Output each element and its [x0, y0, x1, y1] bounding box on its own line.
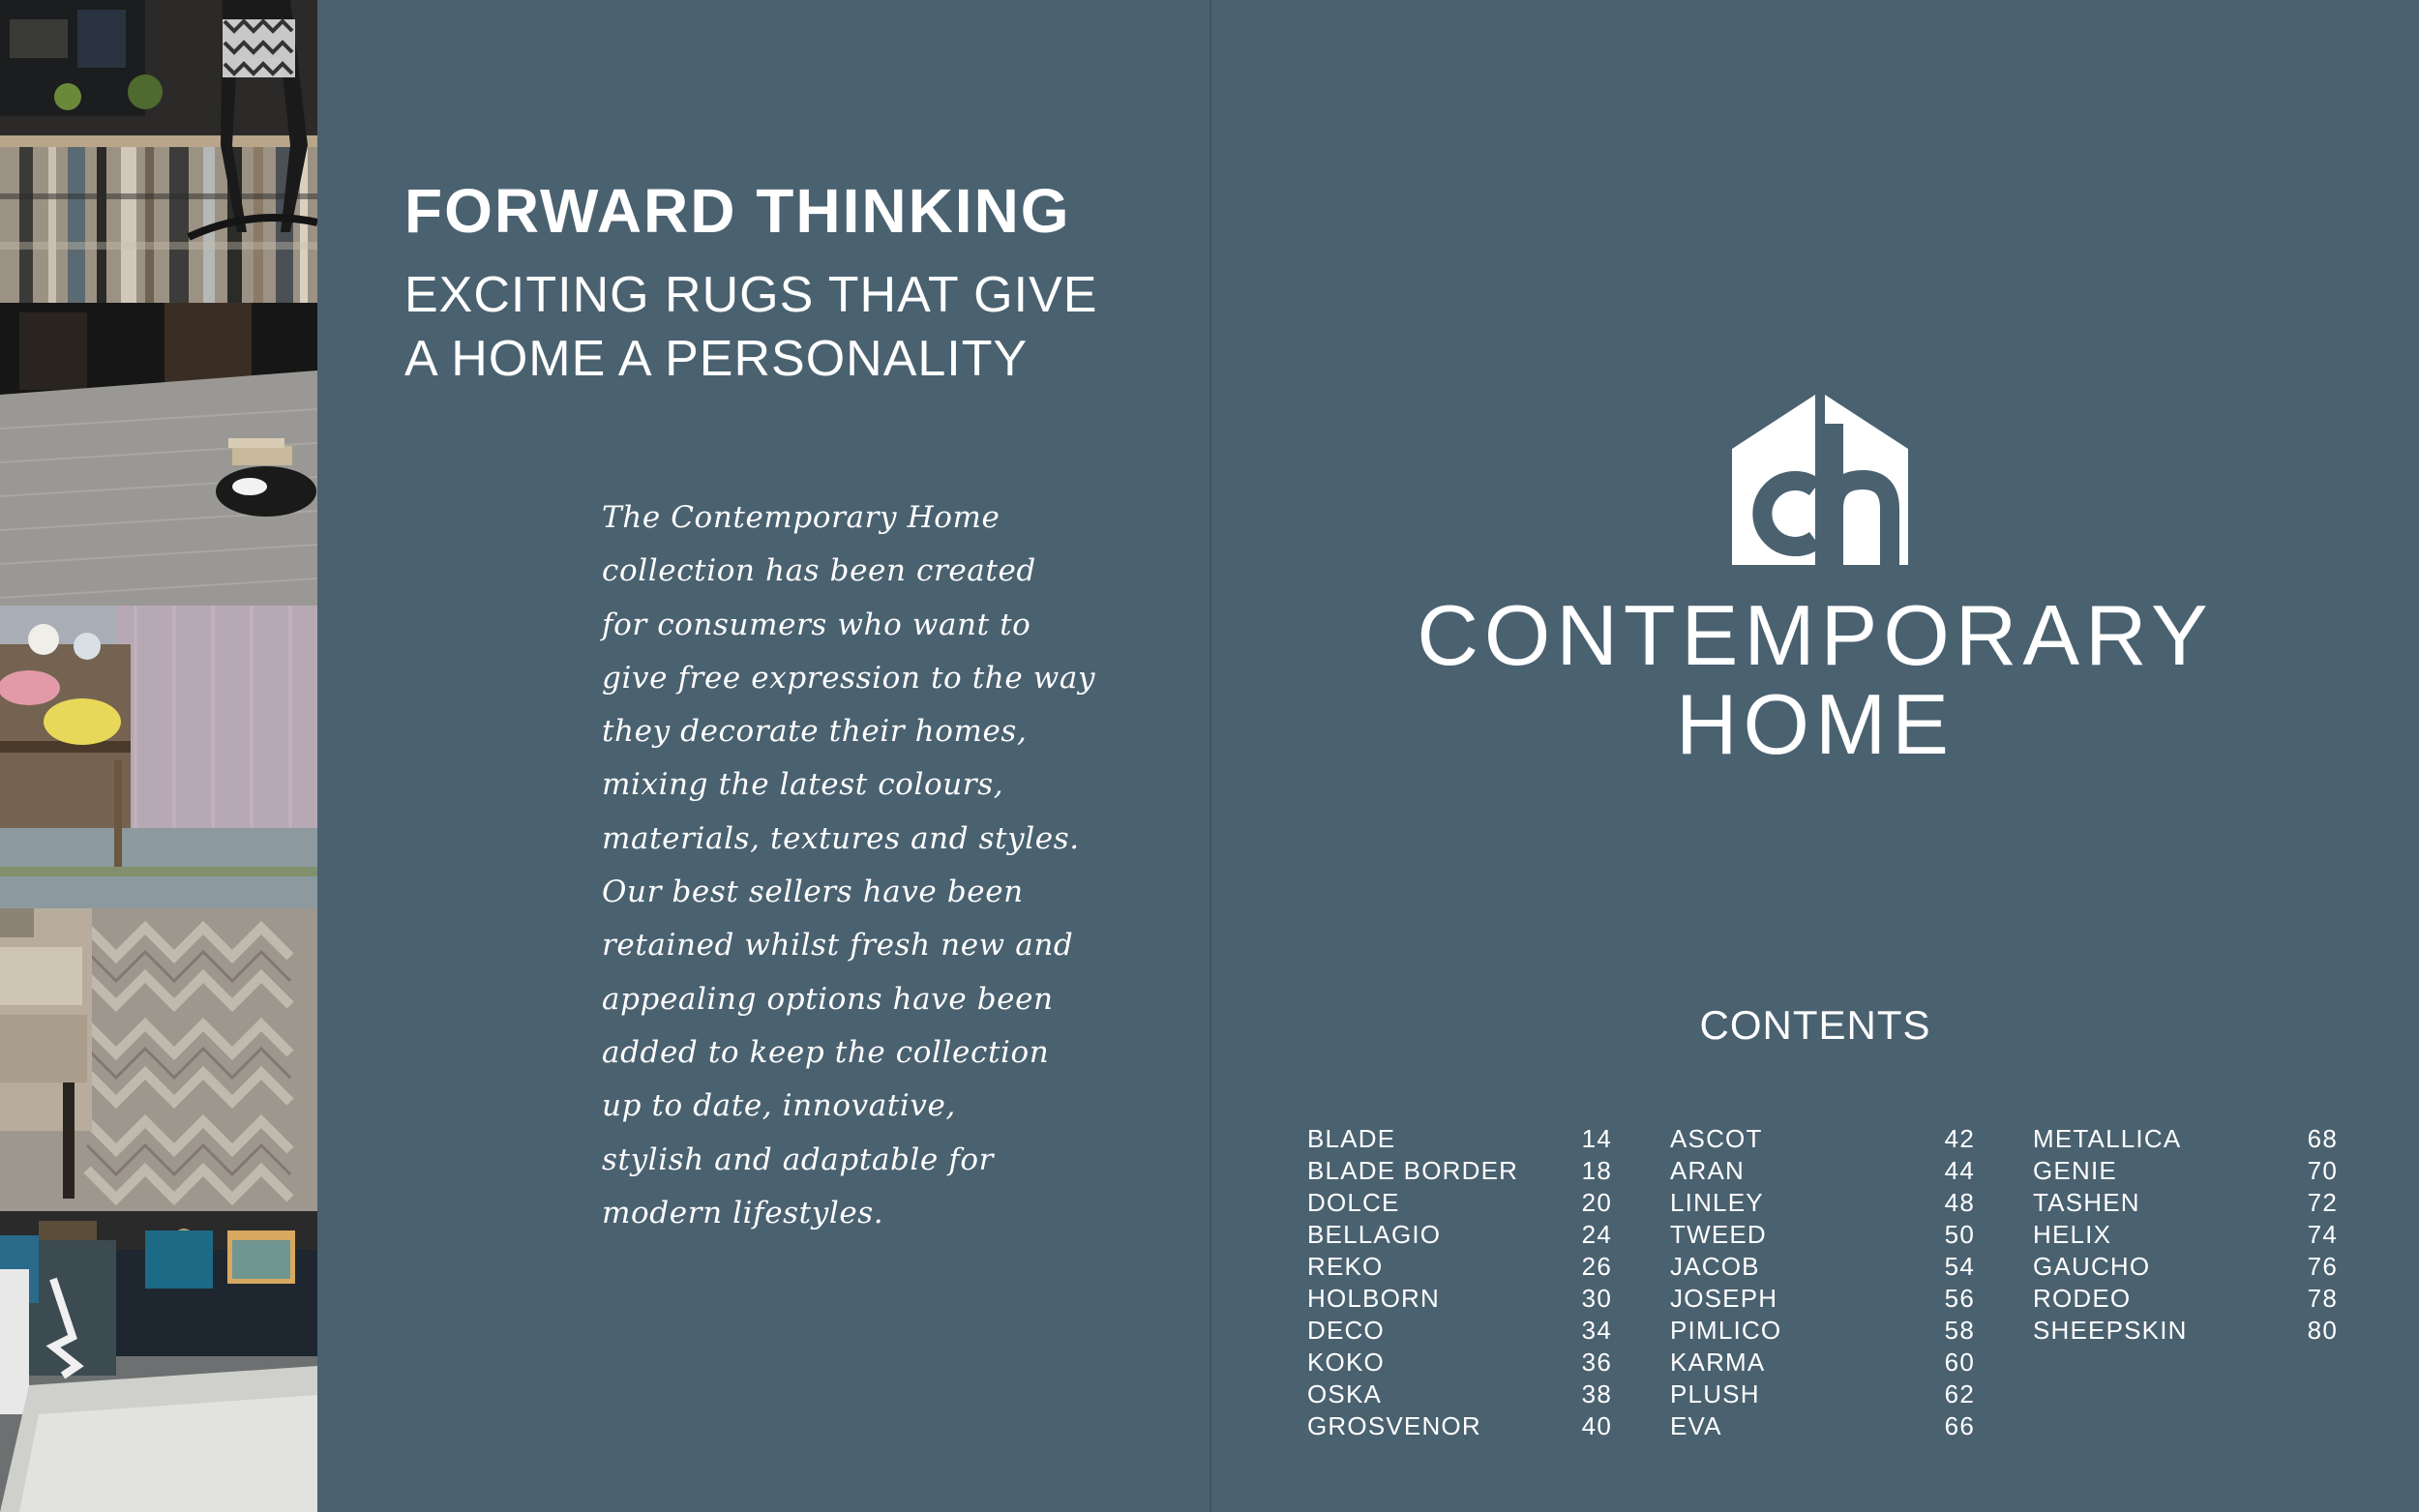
toc-entry[interactable]	[2033, 1315, 2338, 1347]
toc-entry-page: 30	[1581, 1284, 1612, 1313]
toc-entry[interactable]	[2033, 1251, 2338, 1283]
subhead-line: A HOME A PERSONALITY	[404, 331, 1029, 387]
toc-entry-name: JACOB	[1670, 1252, 1760, 1281]
toc-entry-page: 34	[1581, 1316, 1612, 1345]
toc-entry-name: PIMLICO	[1670, 1316, 1782, 1345]
toc-entry-name: HOLBORN	[1307, 1284, 1440, 1313]
toc-entry-page: 70	[2307, 1156, 2338, 1185]
left-page	[317, 0, 1210, 1512]
toc-entry[interactable]	[1670, 1283, 1975, 1315]
toc-entry-name: KARMA	[1670, 1348, 1766, 1377]
toc-entry[interactable]	[1670, 1219, 1975, 1251]
striped-rug-photo	[0, 0, 317, 303]
toc-entry-name: LINLEY	[1670, 1188, 1764, 1217]
toc-entry-name: GROSVENOR	[1307, 1411, 1481, 1440]
toc-entry[interactable]	[2033, 1283, 2338, 1315]
rug-photo-strip	[0, 0, 317, 1512]
toc-column	[2033, 1123, 2338, 1347]
toc-entry-name: BLADE BORDER	[1307, 1156, 1519, 1185]
toc-entry-name: KOKO	[1307, 1348, 1385, 1377]
toc-entry[interactable]	[1670, 1315, 1975, 1347]
toc-entry-page: 68	[2307, 1124, 2338, 1153]
toc-entry-page: 14	[1581, 1124, 1612, 1153]
toc-entry-page: 62	[1944, 1379, 1975, 1408]
toc-entry-page: 36	[1581, 1348, 1612, 1377]
toc-entry[interactable]	[1307, 1315, 1612, 1347]
herringbone-rug-photo	[0, 908, 317, 1211]
toc-entry-name: BLADE	[1307, 1124, 1396, 1153]
brand-name-line: CONTEMPORARY	[1417, 587, 2214, 683]
toc-entry-page: 60	[1944, 1348, 1975, 1377]
brand-name-line: HOME	[1676, 676, 1955, 772]
grey-rug-photo	[0, 303, 317, 606]
toc-entry[interactable]	[1307, 1379, 1612, 1410]
toc-entry[interactable]	[1307, 1347, 1612, 1379]
subhead	[404, 263, 1097, 391]
toc-entry-page: 26	[1581, 1252, 1612, 1281]
toc-entry-name: GENIE	[2033, 1156, 2117, 1185]
toc-entry-name: BELLAGIO	[1307, 1220, 1442, 1249]
toc-entry[interactable]	[2033, 1187, 2338, 1219]
toc-entry-name: OSKA	[1307, 1379, 1383, 1408]
toc-entry[interactable]	[1670, 1123, 1975, 1155]
toc-entry-page: 48	[1944, 1188, 1975, 1217]
toc-entry-name: METALLICA	[2033, 1124, 2182, 1153]
toc-entry[interactable]	[1307, 1187, 1612, 1219]
toc-entry-page: 76	[2307, 1252, 2338, 1281]
toc-entry[interactable]	[2033, 1219, 2338, 1251]
toc-entry-page: 40	[1581, 1411, 1612, 1440]
toc-entry-page: 66	[1944, 1411, 1975, 1440]
toc-entry-name: JOSEPH	[1670, 1284, 1778, 1313]
contents-title: CONTENTS	[1699, 1002, 1931, 1048]
toc-entry-page: 38	[1581, 1379, 1612, 1408]
toc-entry[interactable]	[1670, 1410, 1975, 1442]
toc-entry-page: 74	[2307, 1220, 2338, 1249]
toc-entry[interactable]	[1670, 1379, 1975, 1410]
toc-entry[interactable]	[2033, 1123, 2338, 1155]
toc-entry[interactable]	[1670, 1187, 1975, 1219]
toc-entry-page: 50	[1944, 1220, 1975, 1249]
toc-entry-page: 72	[2307, 1188, 2338, 1217]
toc-entry[interactable]	[1307, 1410, 1612, 1442]
toc-entry-name: ARAN	[1670, 1156, 1746, 1185]
toc-entry-name: DOLCE	[1307, 1188, 1400, 1217]
toc-entry-name: PLUSH	[1670, 1379, 1760, 1408]
subhead-line: EXCITING RUGS THAT GIVE	[404, 267, 1098, 323]
headline: FORWARD THINKING	[404, 176, 1071, 246]
toc-entry-page: 42	[1944, 1124, 1975, 1153]
intro-paragraph: The Contemporary Home collection has been created for consumers who want to give free expression to the way they decorate their homes, mixing the latest colours, materials, textures and styles. Our best sellers have been retained whilst fresh new and appealing options have been added to keep the collection up to date, innovative, stylish and adaptable for modern lifestyles.	[602, 500, 1096, 1230]
toc-entry-page: 24	[1581, 1220, 1612, 1249]
toc-entry-page: 78	[2307, 1284, 2338, 1313]
toc-entry-name: EVA	[1670, 1411, 1722, 1440]
toc-entry[interactable]	[1670, 1155, 1975, 1187]
toc-entry-page: 44	[1944, 1156, 1975, 1185]
toc-entry[interactable]	[1307, 1219, 1612, 1251]
toc-entry-name: ASCOT	[1670, 1124, 1763, 1153]
toc-entry-name: TWEED	[1670, 1220, 1767, 1249]
toc-entry[interactable]	[1307, 1251, 1612, 1283]
toc-entry-page: 58	[1944, 1316, 1975, 1345]
toc-column	[1307, 1123, 1612, 1442]
toc-entry-name: REKO	[1307, 1252, 1384, 1281]
toc-entry-page: 54	[1944, 1252, 1975, 1281]
toc-entry-name: HELIX	[2033, 1220, 2112, 1249]
toc-entry[interactable]	[2033, 1155, 2338, 1187]
toc-entry-page: 56	[1944, 1284, 1975, 1313]
toc-entry-page: 18	[1581, 1156, 1612, 1185]
toc-entry-name: TASHEN	[2033, 1188, 2140, 1217]
toc-entry[interactable]	[1670, 1251, 1975, 1283]
pastel-rug-photo	[0, 606, 317, 908]
toc-entry[interactable]	[1670, 1347, 1975, 1379]
toc-entry-name: DECO	[1307, 1316, 1385, 1345]
house-ch-logo-icon	[1732, 395, 1908, 565]
toc-entry[interactable]	[1307, 1155, 1612, 1187]
toc-entry-name: GAUCHO	[2033, 1252, 2151, 1281]
toc-entry[interactable]	[1307, 1283, 1612, 1315]
toc-entry-name: RODEO	[2033, 1284, 2132, 1313]
cream-rug-photo	[0, 1211, 317, 1512]
toc-entry-page: 20	[1581, 1188, 1612, 1217]
toc-entry-page: 80	[2307, 1316, 2338, 1345]
toc-column	[1670, 1123, 1975, 1442]
right-page	[1211, 0, 2419, 1512]
toc-entry[interactable]	[1307, 1123, 1612, 1155]
toc-entry-name: SHEEPSKIN	[2033, 1316, 2188, 1345]
